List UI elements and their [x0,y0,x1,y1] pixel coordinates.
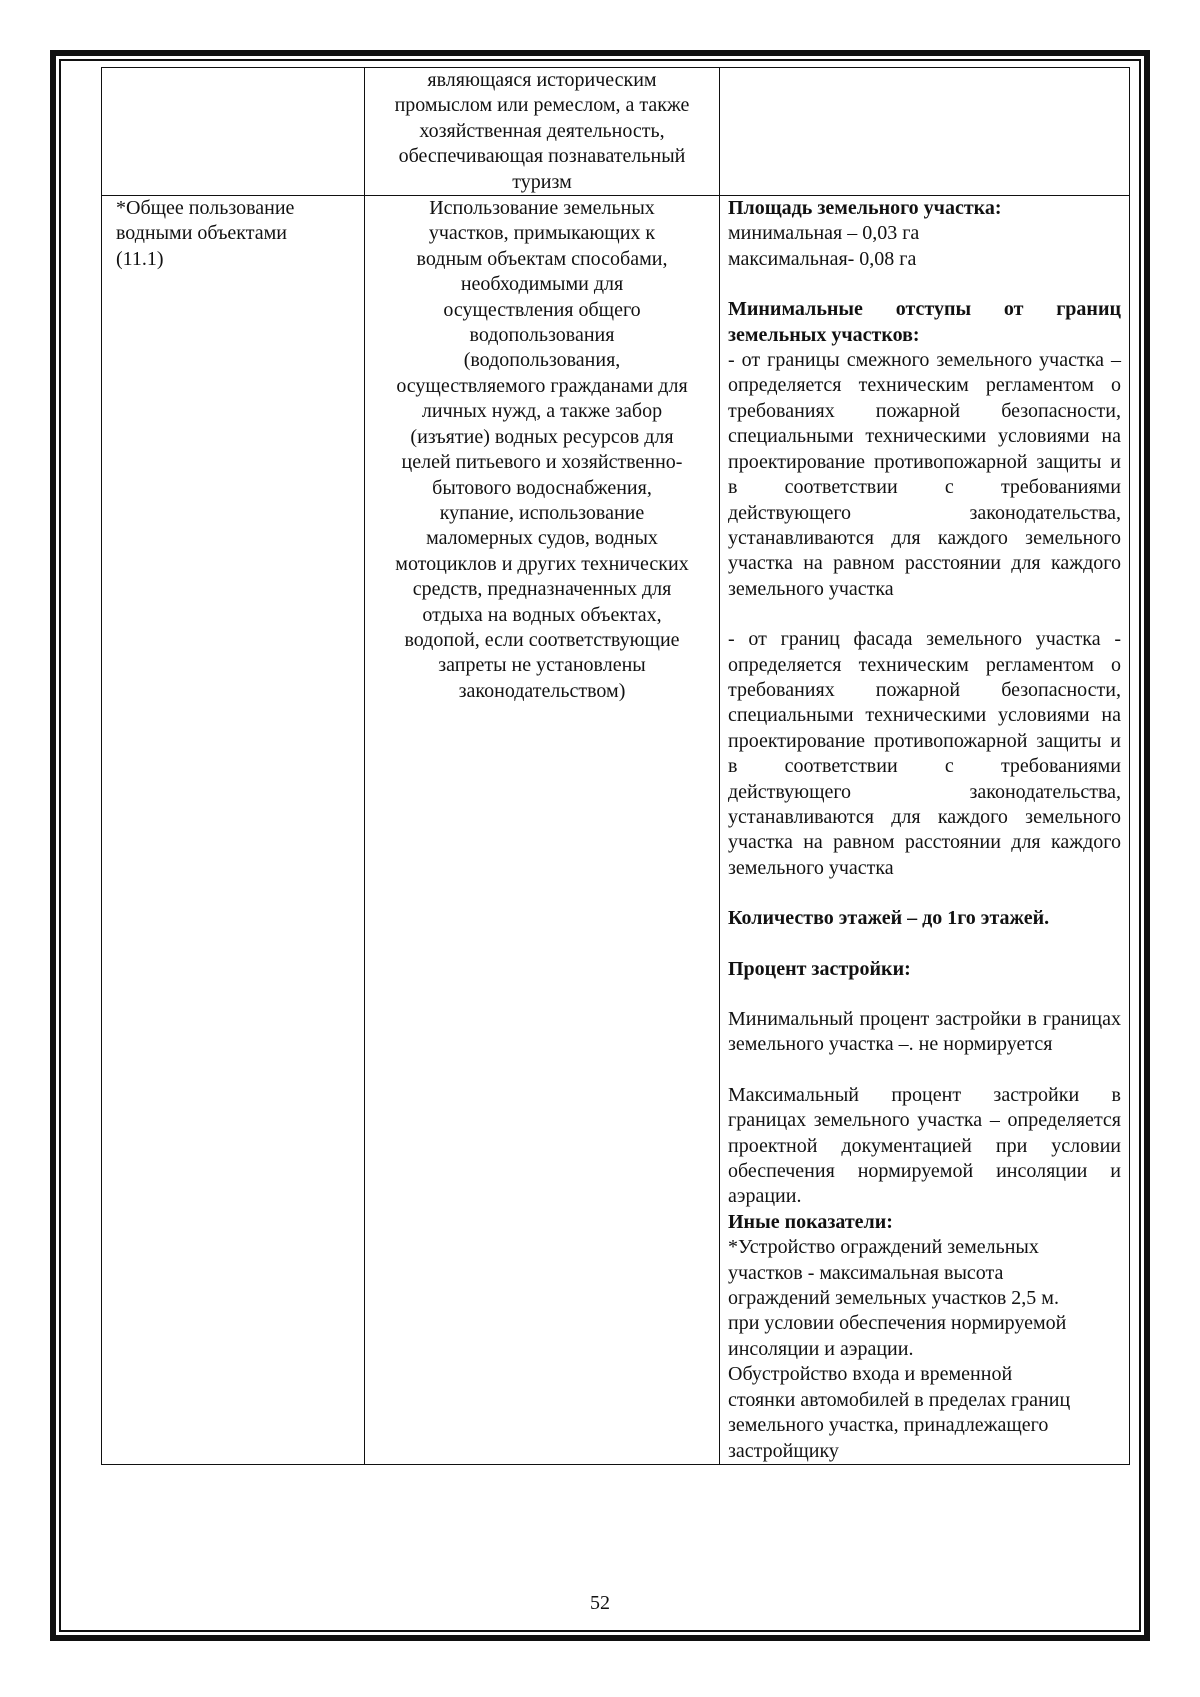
row1-col2-cell [365,68,720,196]
text-line: средств, предназначенных для [412,578,672,601]
text-line: при условии обеспечения нормируемой [728,1312,1067,1335]
text-line: необходимыми для [460,273,624,296]
text-line: (изъятие) водных ресурсов для [410,425,674,448]
other-heading: Иные показатели: [728,1210,893,1233]
setback-heading: Минимальные отступы от границ земельных участков: [728,298,1121,346]
text-line: участков - максимальная высота [728,1261,1004,1284]
text-line: *Общее пользование [116,197,295,220]
text-line: маломерных судов, водных [426,527,658,550]
text-line: промыслом или ремеслом, а также [394,94,690,117]
coverage-min: Минимальный процент застройки в границах земельного участка –. не нормируется [728,1008,1121,1056]
text-line: участков, примыкающих к [428,222,656,245]
regulations-table [101,67,1130,1465]
setback-adjacent: - от границы смежного земельного участка – определяется техническим регламентом о требованиях пожарной безопасности, специальными техническими условиями на проектирование противопожарной защиты и в соответствии с требованиями действующего законодательства, устанавливаются для каждого земельного участка на равном расстоянии для каждого земельного участка [728,349,1121,600]
text-line: водопой, если соответствующие [404,628,680,651]
text-line: стоянки автомобилей в пределах границ [728,1388,1071,1411]
row1-col3-cell [720,68,1130,196]
text-line: застройщику [728,1439,839,1462]
table-row [102,196,1130,1465]
row2-col1-cell [102,196,365,1465]
floors-limit: Количество этажей – до 1го этажей. [728,907,1050,930]
text-line: хозяйственная деятельность, [419,119,665,142]
text-line: ограждений земельных участков 2,5 м. [728,1287,1059,1310]
coverage-max: Максимальный процент застройки в границах земельного участка – определяется проектной документацией при условии обеспечения нормируемой инсоляции и аэрации. [728,1083,1121,1208]
text-line: туризм [512,170,572,193]
setback-facade: - от границ фасада земельного участка - определяется техническим регламентом о требованиях пожарной безопасности, специальными техническими условиями на проектирование противопожарной защиты и в соответствии с требованиями действующего законодательства, устанавливаются для каждого земельного участка на равном расстоянии для каждого земельного участка [728,628,1121,879]
text-line: являющаяся историческим [427,69,657,91]
text-line: *Устройство ограждений земельных [728,1236,1039,1259]
row2-col3-cell [720,196,1130,1465]
coverage-heading: Процент застройки: [728,957,911,980]
text-line: бытового водоснабжения, [432,476,652,499]
text-line: (водопользования, [463,349,621,372]
area-max: максимальная- 0,08 га [728,247,917,270]
text-line: земельного участка, принадлежащего [728,1414,1049,1437]
table-row [102,68,1130,196]
row1-col1-cell [102,68,365,196]
text-line: отдыха на водных объектах, [422,603,662,626]
text-line: личных нужд, а также забор [421,400,663,423]
text-line: обеспечивающая познавательный [398,145,686,168]
text-line: осуществления общего [443,298,641,321]
text-line: целей питьевого и хозяйственно- [401,451,683,474]
page-number: 52 [590,1592,610,1614]
text-line: инсоляции и аэрации. [728,1337,914,1360]
text-line: запреты не установлены [438,654,646,677]
row2-col2-cell [365,196,720,1465]
area-heading: Площадь земельного участка: [728,197,1002,220]
text-line: водным объектам способами, [416,247,668,270]
text-line: Использование земельных [429,197,655,220]
text-line: законодательством) [458,679,626,702]
text-line: (11.1) [116,247,164,270]
text-line: купание, использование [439,501,645,524]
text-line: мотоциклов и других технических [395,552,689,575]
text-line: осуществляемого гражданами для [396,374,688,397]
text-line: водными объектами [116,222,287,245]
text-line: Обустройство входа и временной [728,1363,1013,1386]
area-min: минимальная – 0,03 га [728,222,920,245]
text-line: водопользования [469,324,615,347]
